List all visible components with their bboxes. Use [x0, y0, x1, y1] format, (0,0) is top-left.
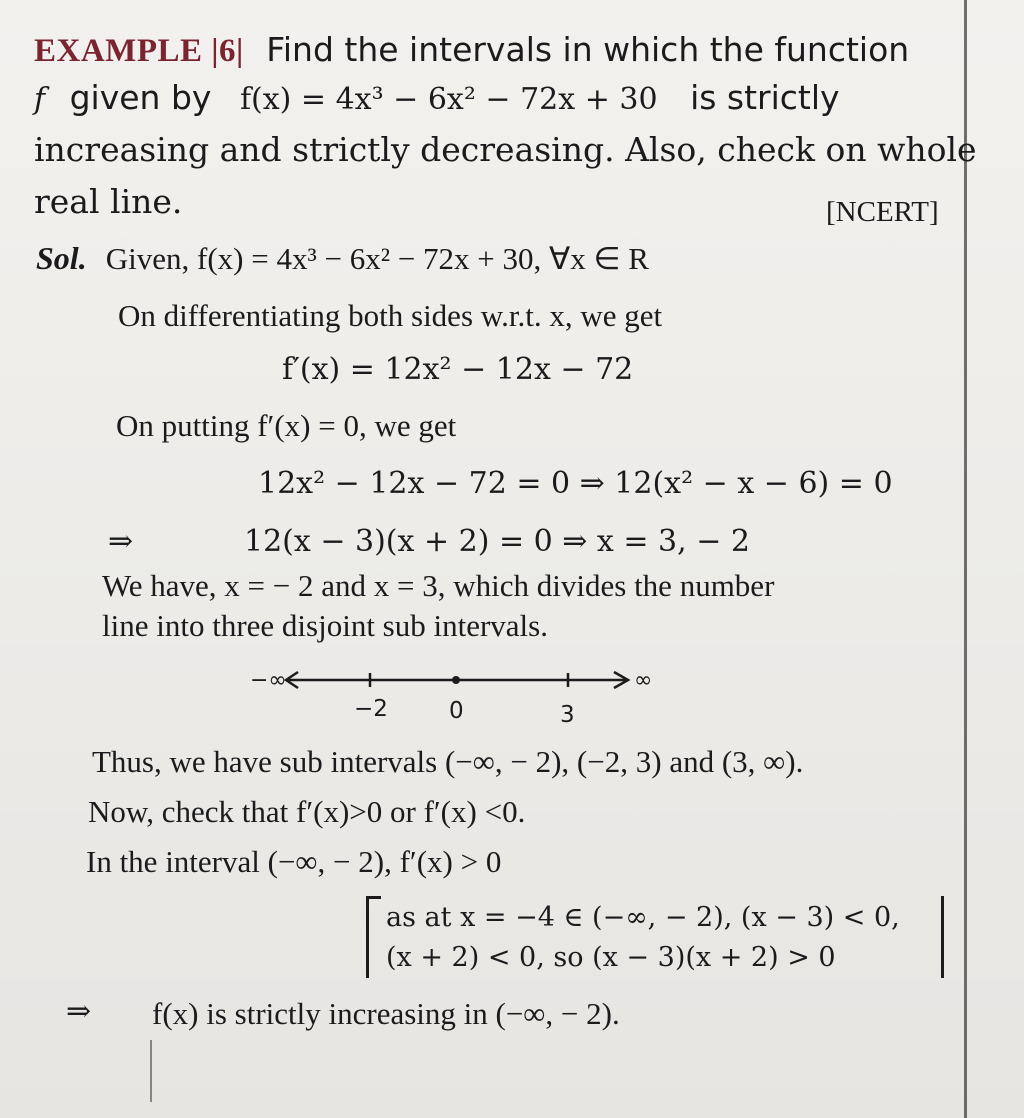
quadratic-equation: 12x² − 12x − 72 = 0 ⇒ 12(x² − x − 6) = 0 — [258, 466, 893, 501]
solution-given-line — [36, 240, 649, 277]
tick-0 — [452, 676, 460, 684]
tick-label-0: 0 — [449, 698, 464, 724]
question-line-2 — [34, 78, 840, 120]
pos-infinity-label: ∞ — [634, 668, 653, 693]
ncert-source: [NCERT] — [826, 196, 939, 228]
reason-line-2: (x + 2) < 0, so (x − 3)(x + 2) > 0 — [386, 942, 836, 973]
example-label: EXAMPLE |6| — [34, 33, 244, 69]
check-text: Now, check that f′(x)>0 or f′(x) <0. — [88, 794, 526, 829]
reason-line-1: as at x = −4 ∈ (−∞, − 2), (x − 3) < 0, — [386, 902, 900, 933]
differentiate-text: On differentiating both sides w.r.t. x, we get — [118, 298, 663, 333]
question-line-1: Find the intervals in which the function — [266, 30, 910, 69]
question-line-4: real line. — [34, 182, 183, 221]
divide-text-2: line into three disjoint sub intervals. — [102, 608, 548, 643]
question-strictly: is strictly — [690, 78, 840, 117]
put-zero-text: On putting f′(x) = 0, we get — [116, 408, 457, 443]
implies-symbol: ⇒ — [108, 524, 134, 559]
divide-text-1: We have, x = − 2 and x = 3, which divides the number — [102, 568, 775, 603]
conclusion-implies: ⇒ — [66, 994, 92, 1029]
factored-equation: 12(x − 3)(x + 2) = 0 ⇒ x = 3, − 2 — [244, 524, 750, 559]
tick-label-3: 3 — [560, 702, 575, 728]
question-equation: f(x) = 4x³ − 6x² − 72x + 30 — [239, 82, 658, 117]
margin-pen-mark — [150, 1040, 152, 1102]
function-symbol: f — [34, 82, 46, 117]
given-statement: Given, f(x) = 4x³ − 6x² − 72x + 30, ∀x ∈ R — [105, 241, 649, 276]
sub-intervals-text: Thus, we have sub intervals (−∞, − 2), (−2, 3) and (3, ∞). — [92, 744, 804, 779]
example-heading — [34, 30, 909, 71]
question-line-3: increasing and strictly decreasing. Also, check on whole — [34, 130, 977, 169]
question-given-by: given by — [69, 78, 212, 117]
conclusion-text: f(x) is strictly increasing in (−∞, − 2). — [152, 996, 620, 1031]
tick-label-neg-2: −2 — [354, 696, 388, 722]
derivative-equation: f′(x) = 12x² − 12x − 72 — [282, 352, 634, 387]
solution-label: Sol. — [36, 240, 87, 276]
neg-infinity-label: −∞ — [250, 668, 287, 693]
interval-1-text: In the interval (−∞, − 2), f′(x) > 0 — [86, 844, 502, 879]
number-line — [250, 660, 670, 730]
